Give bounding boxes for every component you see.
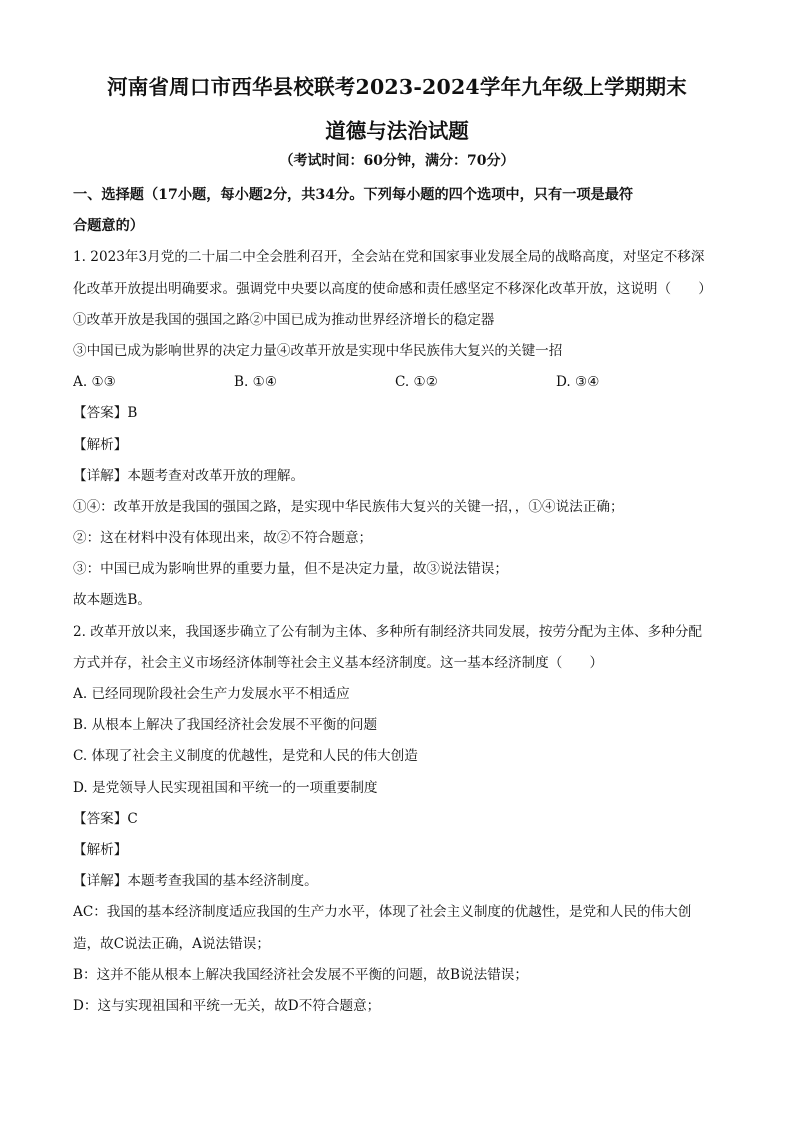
option-d: D. ③④ <box>556 374 600 391</box>
option-a: A. ①③ <box>73 374 116 391</box>
option-c: C. 体现了社会主义制度的优越性，是党和人民的伟大创造 <box>73 748 418 765</box>
option-a: A. 已经同现阶段社会生产力发展水平不相适应 <box>73 686 350 702</box>
exam-content <box>73 180 733 1022</box>
question-1 <box>73 242 733 616</box>
analysis-line: ①④：改革开放是我国的强国之路，是实现中华民族伟大复兴的关键一招，，①④说法正确； <box>73 498 624 515</box>
question-2 <box>73 617 733 1022</box>
option-row <box>73 367 733 398</box>
analysis-line: B：这并不能从根本上解决我国经济社会发展不平衡的问题，故B说法错误； <box>73 966 528 983</box>
statement-line: ③中国已成为影响世界的决定力量④改革开放是实现中华民族伟大复兴的关键一招 <box>73 342 563 359</box>
answer-label: 【答案】B <box>73 405 138 422</box>
statement-line: ①改革开放是我国的强国之路②中国已成为推动世界经济增长的稳定器 <box>73 311 495 328</box>
option-b: B. 从根本上解决了我国经济社会发展不平衡的问题 <box>73 717 378 734</box>
question-stem: 2. 改革开放以来，我国逐步确立了公有制为主体、多种所有制经济共同发展，按劳分配为主体、多种分配 <box>73 623 703 640</box>
answer-label: 【答案】C <box>73 810 138 827</box>
analysis-label: 【解析】 <box>73 841 128 858</box>
option-d: D. 是党领导人民实现祖国和平统一的一项重要制度 <box>73 779 378 796</box>
analysis-line: AC：我国的基本经济制度适应我国的生产力水平，体现了社会主义制度的优越性，是党和人民的伟大创 <box>73 904 692 921</box>
analysis-line: D：这与实现祖国和平统一无关，故D不符合题意； <box>73 997 381 1014</box>
document-title-line2: 道德与法治试题 <box>325 119 469 143</box>
analysis-line: 故本题选B。 <box>73 592 151 609</box>
question-stem-cont: 化改革开放提出明确要求。强调党中央要以高度的使命感和责任感坚定不移深化改革开放，这说明（ ） <box>73 280 712 297</box>
analysis-label: 【解析】 <box>73 436 128 453</box>
analysis-line: 造，故C说法正确，A说法错误； <box>73 935 270 952</box>
section-heading-cont: 合题意的） <box>73 218 144 235</box>
option-c: C. ①② <box>395 374 438 391</box>
document-title-line1: 河南省周口市西华县校联考2023-2024学年九年级上学期期末 <box>107 75 687 99</box>
analysis-line: 【详解】本题考查我国的基本经济制度。 <box>73 873 318 890</box>
option-b: B. ①④ <box>234 374 278 391</box>
exam-info: （考试时间：60分钟，满分：70分） <box>279 153 515 169</box>
question-stem: 1. 2023年3月党的二十届二中全会胜利召开，全会站在党和国家事业发展全局的战略高度，对坚定不移深 <box>73 249 705 266</box>
section-heading: 一、选择题（17小题，每小题2分，共34分。下列每小题的四个选项中，只有一项是最符 <box>73 187 634 203</box>
analysis-line: 【详解】本题考查对改革开放的理解。 <box>73 467 305 484</box>
question-stem-cont: 方式并存，社会主义市场经济体制等社会主义基本经济制度。这一基本经济制度（ ） <box>73 654 604 671</box>
analysis-line: ②：这在材料中没有体现出来，故②不符合题意； <box>73 530 373 547</box>
analysis-line: ③：中国已成为影响世界的重要力量，但不是决定力量，故③说法错误； <box>73 561 508 578</box>
